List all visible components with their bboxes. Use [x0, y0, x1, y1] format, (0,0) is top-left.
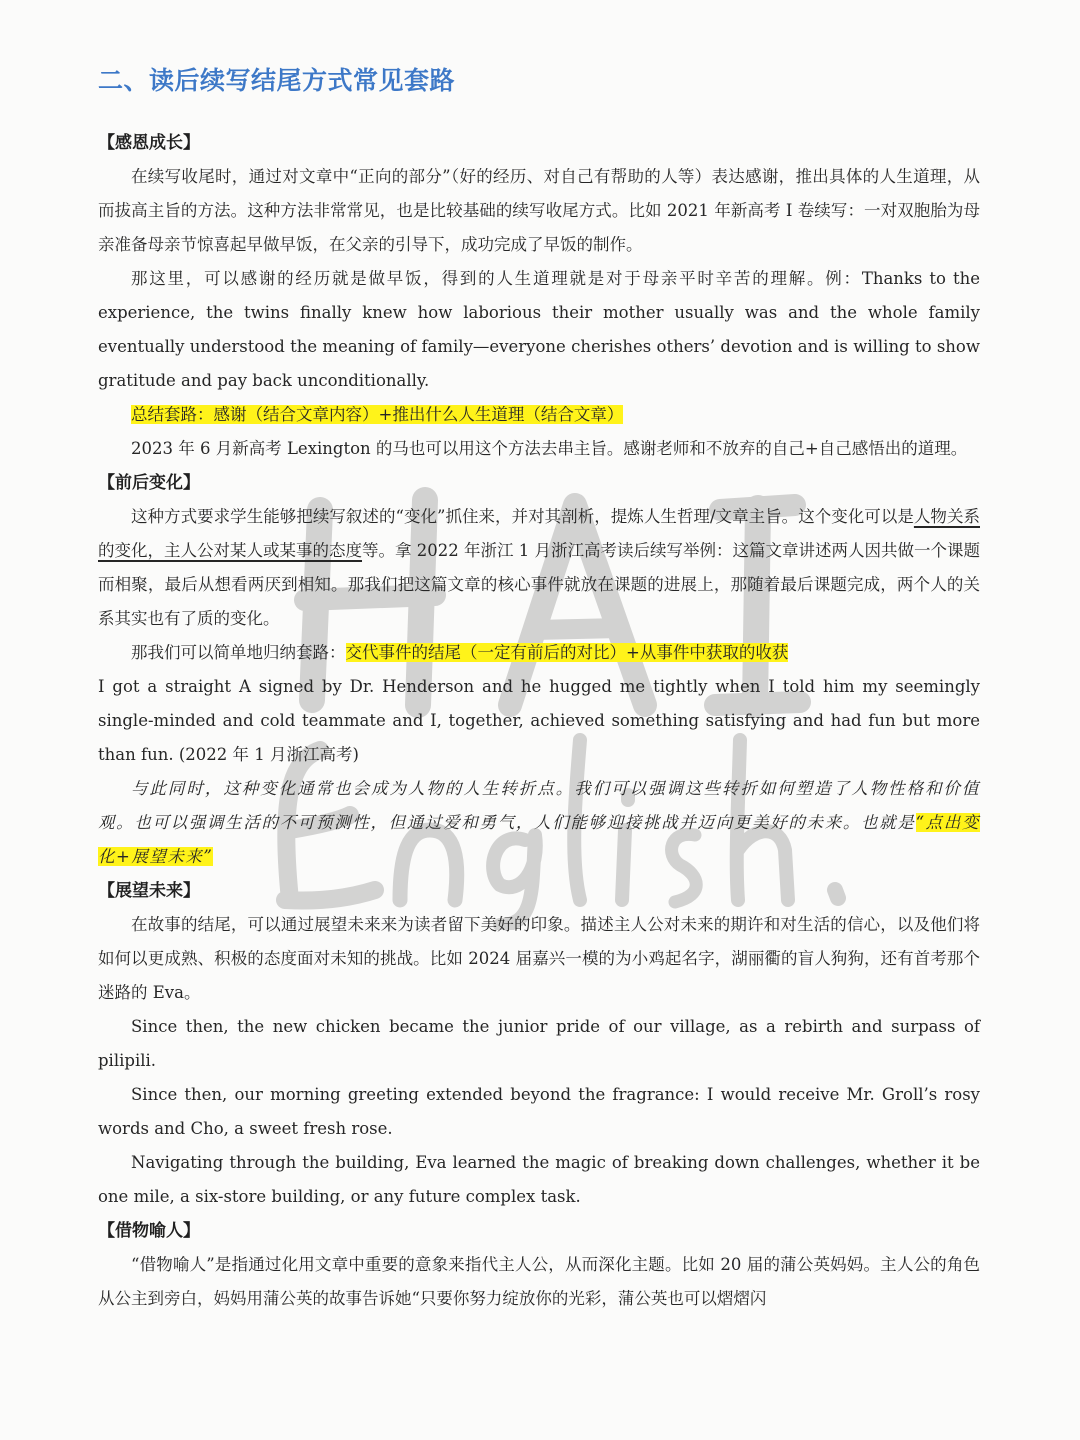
text-run: 等。拿 2022 年浙江 1 月浙江高考读后续写举例：这篇文章讲述两人因共做一个课题而相聚，最后从想看两厌到相知。那我们把这篇文章的核心事件就放在课题的进展上，那随着最后课题完成，两个人的关系其实也有了质的变化。 [98, 541, 981, 628]
underlined-text: 人物关系的变化，主人公对某人或某事的态度 [98, 507, 980, 560]
summary-paragraph [98, 398, 980, 432]
paragraph [98, 772, 980, 874]
paragraph [98, 636, 980, 670]
highlighted-formula: “点出变化+展望未来” [98, 813, 981, 866]
highlighted-formula: 交代事件的结尾（一定有前后的对比）+从事件中获取的收获 [345, 643, 789, 662]
paragraph: “借物喻人”是指通过化用文章中重要的意象来指代主人公，从而深化主题。比如 20 届的蒲公英妈妈。主人公的角色从公主到旁白，妈妈用蒲公英的故事告诉她“只要你努力绽放你的光彩，蒲公英也可以熠熠闪 [98, 1255, 980, 1308]
paragraph [98, 500, 980, 636]
text-run: 那我们可以简单地归纳套路： [131, 643, 346, 662]
page-title: 二、读后续写结尾方式常见套路 [98, 66, 456, 95]
example-sentence: Since then, the new chicken became the junior pride of our village, as a rebirth and surpass of pilipili. [98, 1017, 980, 1070]
text-run: 这种方式要求学生能够把续写叙述的“变化”抓住来，并对其剖析，提炼人生哲理/文章主旨。这个变化可以是 [131, 507, 914, 526]
example-paragraph: I got a straight A signed by Dr. Henderson and he hugged me tightly when I told him my seemingly single-minded and cold teammate and I, together, achieved something satisfying and had fun but more than fun. (2022 年 1 月浙江高考) [98, 677, 980, 764]
section-heading-change: 【前后变化】 [98, 473, 200, 493]
section-heading-metaphor: 【借物喻人】 [98, 1221, 200, 1241]
section-heading-gratitude: 【感恩成长】 [98, 133, 200, 153]
example-sentence: Since then, our morning greeting extended beyond the fragrance: I would receive Mr. Groll’s rosy words and Cho, a sweet fresh rose. [98, 1085, 980, 1138]
example-sentence: Navigating through the building, Eva learned the magic of breaking down challenges, whether it be one mile, a six-store building, or any future complex task. [98, 1153, 980, 1206]
section-heading-future: 【展望未来】 [98, 881, 200, 901]
paragraph: 那这里，可以感谢的经历就是做早饭，得到的人生道理就是对于母亲平时辛苦的理解。例：Thanks to the experience, the twins finally knew how laborious their mother usually was and the whole family eventually understood the meaning of family—everyone cherishes others’ devotion and is willing to show gratitude and pay back unconditionally. [98, 269, 980, 390]
highlighted-summary: 总结套路：感谢（结合文章内容）+推出什么人生道理（结合文章） [131, 405, 624, 424]
document-body [98, 58, 980, 1316]
paragraph: 在续写收尾时，通过对文章中“正向的部分”（好的经历、对自己有帮助的人等）表达感谢，推出具体的人生道理，从而拔高主旨的方法。这种方法非常常见，也是比较基础的续写收尾方式。比如 2021 年新高考 I 卷续写：一对双胞胎为母亲准备母亲节惊喜起早做早饭，在父亲的引导下，成功完成了早饭的制作。 [98, 167, 980, 254]
paragraph: 2023 年 6 月新高考 Lexington 的马也可以用这个方法去串主旨。感谢老师和不放弃的自己+自己感悟出的道理。 [131, 439, 968, 458]
paragraph: 在故事的结尾，可以通过展望未来来为读者留下美好的印象。描述主人公对未来的期许和对生活的信心，以及他们将如何以更成熟、积极的态度面对未知的挑战。比如 2024 届嘉兴一模的为小鸡起名字，湖丽衢的盲人狗狗，还有首考那个迷路的 Eva。 [98, 915, 980, 1002]
text-run: 与此同时，这种变化通常也会成为人物的人生转折点。我们可以强调这些转折如何塑造了人物性格和价值观。也可以强调生活的不可预测性，但通过爱和勇气，人们能够迎接挑战并迈向更美好的未来。也就是 [98, 779, 980, 832]
